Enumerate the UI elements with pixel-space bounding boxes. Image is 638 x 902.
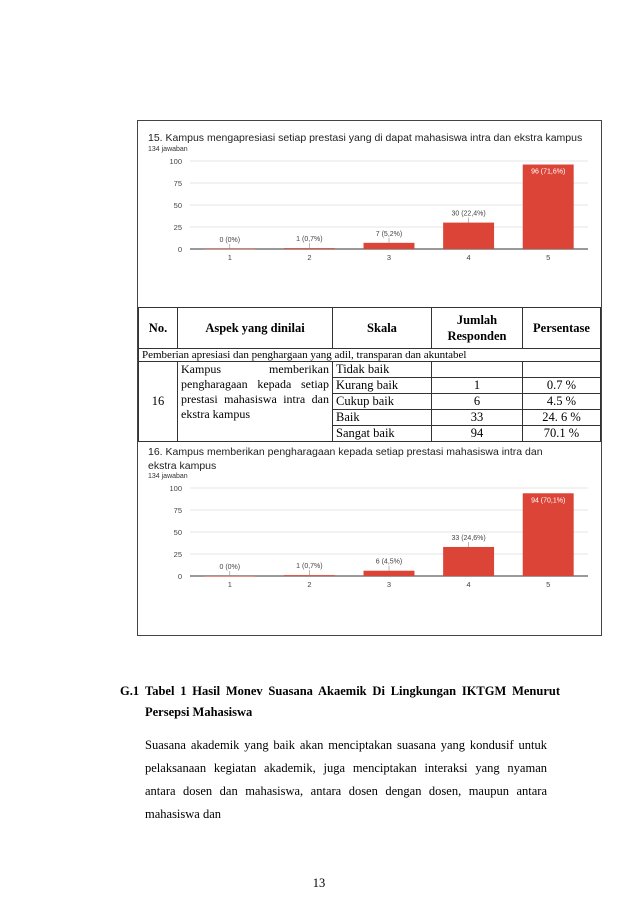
y-tick-label: 50: [173, 201, 182, 210]
header-skala: Skala: [333, 308, 432, 349]
data-label: 6 (4,5%): [375, 558, 403, 566]
bar: [443, 547, 494, 576]
data-label: 33 (24,6%): [451, 534, 486, 542]
header-aspek: Aspek yang dinilai: [178, 308, 333, 349]
header-persentase: Persentase: [523, 308, 601, 349]
y-tick-label: 0: [177, 245, 182, 254]
y-tick-label: 0: [177, 572, 182, 581]
page-number: 13: [312, 876, 326, 890]
bar-chart-15: [138, 151, 601, 311]
data-label: 0 (0%): [219, 564, 241, 571]
x-tick-label: 2: [307, 580, 312, 589]
bar: [284, 575, 335, 576]
y-tick-label: 100: [169, 157, 182, 166]
persen-cell: [523, 362, 601, 378]
x-tick-label: 5: [546, 580, 551, 589]
row-number: 16: [139, 362, 178, 442]
jumlah-cell: 6: [432, 394, 523, 410]
x-tick-label: 4: [466, 580, 471, 589]
y-tick-label: 75: [173, 179, 182, 188]
section-heading: [120, 681, 560, 723]
body-paragraph: Suasana akademik yang baik akan menciptakan suasana yang kondusif untuk pelaksanaan kegiatan akademik, juga menciptakan interaksi yang nyaman antara dosen dan mahasiswa, antara dosen dengan dosen, maupun antara mahasiswa dan: [145, 738, 547, 821]
chart-title: 15. Kampus mengapresiasi setiap prestasi yang di dapat mahasiswa intra dan ekstra kampus: [148, 132, 583, 144]
bar: [364, 571, 415, 576]
y-tick-label: 50: [173, 528, 182, 537]
y-tick-label: 25: [173, 223, 182, 232]
skala-cell: Kurang baik: [333, 378, 432, 394]
bar: [443, 223, 494, 249]
chart-subtitle: 134 jawaban: [148, 473, 188, 480]
jumlah-cell: 1: [432, 378, 523, 394]
chart-15: [138, 121, 601, 307]
bar: [284, 248, 335, 249]
bar: [523, 493, 574, 576]
bar-chart-16: [138, 478, 601, 638]
chart-16: [138, 435, 601, 635]
jumlah-cell: [432, 362, 523, 378]
data-label: 96 (71,6%): [531, 168, 566, 176]
data-label: 30 (22,4%): [451, 210, 486, 218]
bar: [204, 576, 255, 577]
x-tick-label: 5: [546, 253, 551, 262]
jumlah-cell: 94: [432, 426, 523, 442]
persen-cell: 0.7 %: [523, 378, 601, 394]
bar: [204, 249, 255, 250]
data-label: 0 (0%): [219, 237, 241, 244]
bar: [523, 165, 574, 249]
data-label: 94 (70,1%): [531, 497, 566, 505]
persen-cell: 70.1 %: [523, 426, 601, 442]
x-tick-label: 1: [227, 253, 232, 262]
data-label: 7 (5,2%): [375, 230, 403, 238]
x-tick-label: 3: [386, 580, 392, 589]
heading-label: G.1: [120, 684, 140, 698]
x-tick-label: 1: [227, 580, 232, 589]
results-table: [138, 307, 601, 442]
figure-frame: [137, 120, 602, 636]
skala-cell: Cukup baik: [333, 394, 432, 410]
header-no: No.: [139, 308, 178, 349]
section-label: Pemberian apresiasi dan penghargaan yang adil, transparan dan akuntabel: [139, 349, 601, 362]
chart-title: 16. Kampus memberikan pengharagaan kepada setiap prestasi mahasiswa intra dan ekstra kampus: [148, 446, 543, 472]
header-jumlah: Jumlah Responden: [432, 308, 523, 349]
x-tick-label: 4: [466, 253, 471, 262]
x-tick-label: 3: [386, 253, 392, 262]
persen-cell: 24. 6 %: [523, 410, 601, 426]
aspek-text: Kampus memberikan pengharagaan kepada setiap prestasi mahasiswa intra dan ekstra kampus: [178, 362, 333, 442]
y-tick-label: 75: [173, 506, 182, 515]
jumlah-cell: 33: [432, 410, 523, 426]
data-label: 1 (0,7%): [296, 563, 323, 571]
y-tick-label: 25: [173, 550, 182, 559]
data-label: 1 (0,7%): [296, 236, 323, 244]
skala-cell: Sangat baik: [333, 426, 432, 442]
skala-cell: Tidak baik: [333, 362, 432, 378]
skala-cell: Baik: [333, 410, 432, 426]
chart-subtitle: 134 jawaban: [148, 146, 188, 153]
bar: [364, 243, 415, 249]
y-tick-label: 100: [169, 484, 182, 493]
x-tick-label: 2: [307, 253, 312, 262]
heading-text: Tabel 1 Hasil Monev Suasana Akaemik Di Lingkungan IKTGM Menurut Persepsi Mahasiswa: [145, 684, 560, 719]
persen-cell: 4.5 %: [523, 394, 601, 410]
